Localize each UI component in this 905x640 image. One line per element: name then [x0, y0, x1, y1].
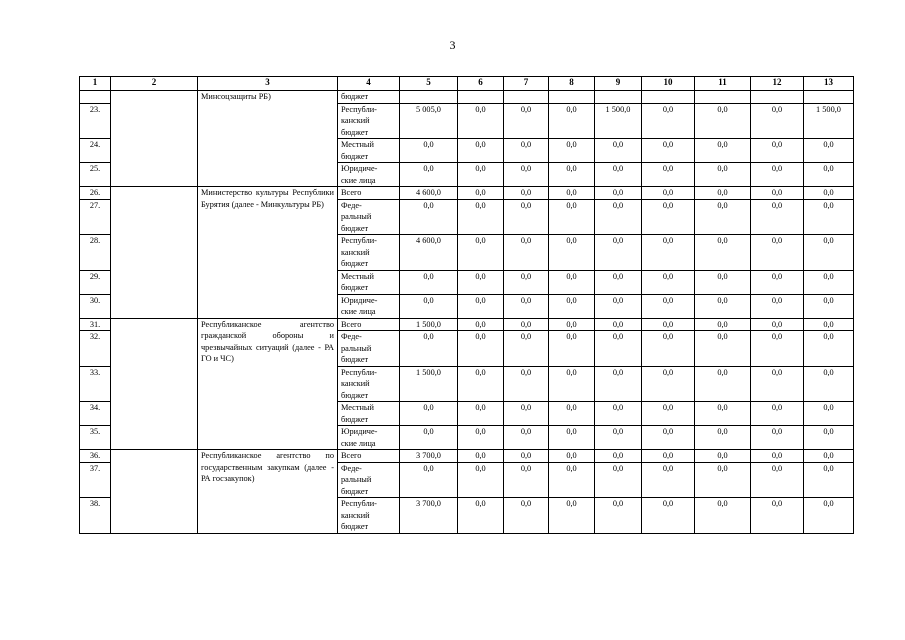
value-cell: 0,0 [642, 331, 695, 367]
value-cell: 0,0 [751, 103, 804, 139]
value-cell: 0,0 [458, 270, 504, 294]
value-cell: 0,0 [400, 294, 458, 318]
value-cell: 0,0 [751, 187, 804, 200]
value-cell: 0,0 [400, 402, 458, 426]
value-cell: 0,0 [504, 462, 549, 498]
value-cell: 0,0 [504, 139, 549, 163]
funding-source-cell: Республи- канский бюджет [338, 366, 400, 402]
value-cell: 0,0 [458, 462, 504, 498]
value-cell: 0,0 [400, 139, 458, 163]
value-cell: 0,0 [642, 187, 695, 200]
value-cell: 0,0 [642, 294, 695, 318]
value-cell: 0,0 [458, 366, 504, 402]
col-header-1: 1 [80, 77, 111, 91]
col-header-7: 7 [504, 77, 549, 91]
value-cell: 0,0 [504, 187, 549, 200]
value-cell: 0,0 [400, 199, 458, 235]
col-header-5: 5 [400, 77, 458, 91]
value-cell: 0,0 [549, 402, 595, 426]
value-cell: 0,0 [595, 318, 642, 331]
col-header-6: 6 [458, 77, 504, 91]
value-cell: 0,0 [695, 187, 751, 200]
value-cell: 0,0 [400, 331, 458, 367]
funding-source-cell: Всего [338, 450, 400, 463]
value-cell: 0,0 [751, 270, 804, 294]
value-cell: 0,0 [695, 366, 751, 402]
value-cell: 0,0 [458, 235, 504, 271]
value-cell: 0,0 [595, 187, 642, 200]
value-cell [695, 91, 751, 104]
col-header-11: 11 [695, 77, 751, 91]
row-number-cell: 29. [80, 270, 111, 294]
organization-cell: Республиканское агентство по государственным закупкам (далее - РА госзакупок) [198, 450, 338, 534]
value-cell [642, 91, 695, 104]
budget-table [79, 76, 854, 534]
value-cell: 0,0 [642, 450, 695, 463]
funding-source-cell: Феде- ральный бюджет [338, 199, 400, 235]
value-cell: 0,0 [751, 163, 804, 187]
value-cell: 0,0 [595, 294, 642, 318]
value-cell: 0,0 [504, 331, 549, 367]
value-cell: 0,0 [751, 426, 804, 450]
table-header [80, 77, 854, 91]
value-cell: 0,0 [549, 139, 595, 163]
value-cell [751, 91, 804, 104]
value-cell: 0,0 [804, 426, 854, 450]
empty-column-cell [111, 318, 198, 450]
value-cell: 0,0 [804, 163, 854, 187]
value-cell: 0,0 [458, 450, 504, 463]
col-header-12: 12 [751, 77, 804, 91]
value-cell: 0,0 [504, 235, 549, 271]
value-cell: 0,0 [549, 187, 595, 200]
value-cell [458, 91, 504, 104]
value-cell: 4 600,0 [400, 187, 458, 200]
funding-source-cell: Феде- ральный бюджет [338, 462, 400, 498]
table-body [80, 91, 854, 534]
value-cell: 0,0 [595, 235, 642, 271]
value-cell: 0,0 [751, 294, 804, 318]
col-header-8: 8 [549, 77, 595, 91]
col-header-3: 3 [198, 77, 338, 91]
value-cell: 0,0 [458, 318, 504, 331]
value-cell: 0,0 [595, 331, 642, 367]
value-cell: 0,0 [549, 450, 595, 463]
value-cell: 0,0 [458, 163, 504, 187]
funding-source-cell: Юридиче- ские лица [338, 294, 400, 318]
value-cell: 0,0 [458, 199, 504, 235]
row-number-cell [80, 91, 111, 104]
value-cell: 0,0 [804, 331, 854, 367]
value-cell: 0,0 [804, 139, 854, 163]
value-cell: 0,0 [642, 270, 695, 294]
value-cell: 0,0 [804, 187, 854, 200]
row-number-cell: 28. [80, 235, 111, 271]
col-header-10: 10 [642, 77, 695, 91]
value-cell: 0,0 [504, 103, 549, 139]
empty-column-cell [111, 187, 198, 319]
value-cell: 3 700,0 [400, 498, 458, 534]
value-cell: 0,0 [595, 462, 642, 498]
row-number-cell: 27. [80, 199, 111, 235]
col-header-4: 4 [338, 77, 400, 91]
table-row [80, 91, 854, 104]
value-cell: 0,0 [695, 235, 751, 271]
row-number-cell: 37. [80, 462, 111, 498]
value-cell: 0,0 [549, 331, 595, 367]
table-row [80, 450, 854, 463]
value-cell: 0,0 [642, 318, 695, 331]
value-cell: 0,0 [504, 270, 549, 294]
value-cell: 0,0 [400, 462, 458, 498]
value-cell: 1 500,0 [595, 103, 642, 139]
row-number-cell: 32. [80, 331, 111, 367]
value-cell: 0,0 [458, 426, 504, 450]
value-cell: 1 500,0 [804, 103, 854, 139]
organization-cell: Республиканское агентство гражданской обороны и чрезвычайных ситуаций (далее - РА ГО и ЧС) [198, 318, 338, 450]
value-cell: 0,0 [549, 199, 595, 235]
funding-source-cell: Республи- канский бюджет [338, 103, 400, 139]
value-cell [400, 91, 458, 104]
value-cell: 0,0 [504, 318, 549, 331]
value-cell: 0,0 [804, 498, 854, 534]
value-cell: 0,0 [549, 270, 595, 294]
value-cell: 0,0 [400, 426, 458, 450]
value-cell: 0,0 [751, 450, 804, 463]
value-cell: 0,0 [400, 163, 458, 187]
empty-column-cell [111, 91, 198, 187]
value-cell: 0,0 [549, 235, 595, 271]
value-cell: 0,0 [695, 462, 751, 498]
value-cell: 3 700,0 [400, 450, 458, 463]
value-cell: 0,0 [549, 366, 595, 402]
value-cell: 0,0 [695, 402, 751, 426]
value-cell: 0,0 [642, 103, 695, 139]
value-cell: 0,0 [751, 199, 804, 235]
value-cell: 0,0 [595, 270, 642, 294]
value-cell: 0,0 [804, 318, 854, 331]
funding-source-cell: Местный бюджет [338, 402, 400, 426]
value-cell: 0,0 [804, 270, 854, 294]
value-cell: 0,0 [549, 163, 595, 187]
value-cell: 0,0 [549, 294, 595, 318]
table-row [80, 318, 854, 331]
funding-source-cell: Юридиче- ские лица [338, 163, 400, 187]
page-number: 3 [449, 38, 456, 52]
funding-source-cell: Всего [338, 187, 400, 200]
value-cell: 0,0 [642, 199, 695, 235]
organization-cell: Минсоцзащиты РБ) [198, 91, 338, 187]
value-cell: 1 500,0 [400, 318, 458, 331]
value-cell: 0,0 [751, 498, 804, 534]
value-cell [804, 91, 854, 104]
value-cell [504, 91, 549, 104]
value-cell: 0,0 [595, 498, 642, 534]
value-cell: 0,0 [695, 426, 751, 450]
value-cell: 0,0 [642, 366, 695, 402]
row-number-cell: 35. [80, 426, 111, 450]
value-cell: 0,0 [458, 294, 504, 318]
value-cell [595, 91, 642, 104]
value-cell: 0,0 [804, 199, 854, 235]
row-number-cell: 25. [80, 163, 111, 187]
value-cell: 0,0 [804, 294, 854, 318]
value-cell: 0,0 [549, 318, 595, 331]
value-cell: 0,0 [642, 426, 695, 450]
value-cell: 0,0 [804, 402, 854, 426]
value-cell: 0,0 [751, 318, 804, 331]
value-cell: 0,0 [504, 366, 549, 402]
value-cell: 0,0 [595, 450, 642, 463]
col-header-2: 2 [111, 77, 198, 91]
value-cell: 0,0 [458, 187, 504, 200]
value-cell: 0,0 [458, 139, 504, 163]
value-cell: 0,0 [504, 450, 549, 463]
value-cell: 0,0 [458, 103, 504, 139]
value-cell: 5 005,0 [400, 103, 458, 139]
value-cell: 0,0 [751, 402, 804, 426]
value-cell: 0,0 [751, 331, 804, 367]
organization-cell: Министерство культуры Республики Бурятия (далее - Минкультуры РБ) [198, 187, 338, 319]
value-cell: 0,0 [504, 426, 549, 450]
value-cell [549, 91, 595, 104]
funding-source-cell: Республи- канский бюджет [338, 498, 400, 534]
value-cell: 0,0 [504, 163, 549, 187]
funding-source-cell: Юридиче- ские лица [338, 426, 400, 450]
value-cell: 0,0 [695, 450, 751, 463]
row-number-cell: 23. [80, 103, 111, 139]
value-cell: 0,0 [642, 462, 695, 498]
col-header-13: 13 [804, 77, 854, 91]
row-number-cell: 38. [80, 498, 111, 534]
value-cell: 0,0 [751, 235, 804, 271]
value-cell: 0,0 [595, 163, 642, 187]
value-cell: 0,0 [642, 498, 695, 534]
value-cell: 0,0 [642, 139, 695, 163]
value-cell: 0,0 [751, 462, 804, 498]
row-number-cell: 34. [80, 402, 111, 426]
funding-source-cell: Феде- ральный бюджет [338, 331, 400, 367]
funding-source-cell: Местный бюджет [338, 139, 400, 163]
value-cell: 0,0 [695, 294, 751, 318]
value-cell: 0,0 [804, 450, 854, 463]
value-cell: 1 500,0 [400, 366, 458, 402]
value-cell: 0,0 [458, 402, 504, 426]
value-cell: 0,0 [595, 139, 642, 163]
value-cell: 0,0 [751, 139, 804, 163]
value-cell: 0,0 [549, 426, 595, 450]
value-cell: 0,0 [642, 163, 695, 187]
funding-source-cell: Местный бюджет [338, 270, 400, 294]
row-number-cell: 31. [80, 318, 111, 331]
row-number-cell: 26. [80, 187, 111, 200]
funding-source-cell: Всего [338, 318, 400, 331]
value-cell: 0,0 [504, 199, 549, 235]
value-cell: 0,0 [458, 331, 504, 367]
value-cell: 0,0 [642, 402, 695, 426]
value-cell: 0,0 [504, 294, 549, 318]
header-row [80, 77, 854, 91]
empty-column-cell [111, 450, 198, 534]
row-number-cell: 30. [80, 294, 111, 318]
value-cell: 0,0 [595, 366, 642, 402]
value-cell: 0,0 [504, 498, 549, 534]
table-row [80, 187, 854, 200]
value-cell: 0,0 [804, 235, 854, 271]
value-cell: 0,0 [695, 139, 751, 163]
value-cell: 0,0 [595, 426, 642, 450]
funding-source-cell: Республи- канский бюджет [338, 235, 400, 271]
value-cell: 0,0 [695, 331, 751, 367]
value-cell: 0,0 [549, 498, 595, 534]
value-cell: 0,0 [804, 462, 854, 498]
value-cell: 0,0 [504, 402, 549, 426]
funding-source-cell: бюджет [338, 91, 400, 104]
value-cell: 0,0 [549, 103, 595, 139]
value-cell: 0,0 [695, 498, 751, 534]
row-number-cell: 33. [80, 366, 111, 402]
value-cell: 0,0 [695, 199, 751, 235]
col-header-9: 9 [595, 77, 642, 91]
value-cell: 0,0 [695, 318, 751, 331]
value-cell: 4 600,0 [400, 235, 458, 271]
value-cell: 0,0 [458, 498, 504, 534]
row-number-cell: 36. [80, 450, 111, 463]
value-cell: 0,0 [695, 163, 751, 187]
row-number-cell: 24. [80, 139, 111, 163]
value-cell: 0,0 [804, 366, 854, 402]
value-cell: 0,0 [751, 366, 804, 402]
value-cell: 0,0 [695, 103, 751, 139]
value-cell: 0,0 [595, 402, 642, 426]
value-cell: 0,0 [595, 199, 642, 235]
value-cell: 0,0 [695, 270, 751, 294]
value-cell: 0,0 [400, 270, 458, 294]
value-cell: 0,0 [642, 235, 695, 271]
value-cell: 0,0 [549, 462, 595, 498]
